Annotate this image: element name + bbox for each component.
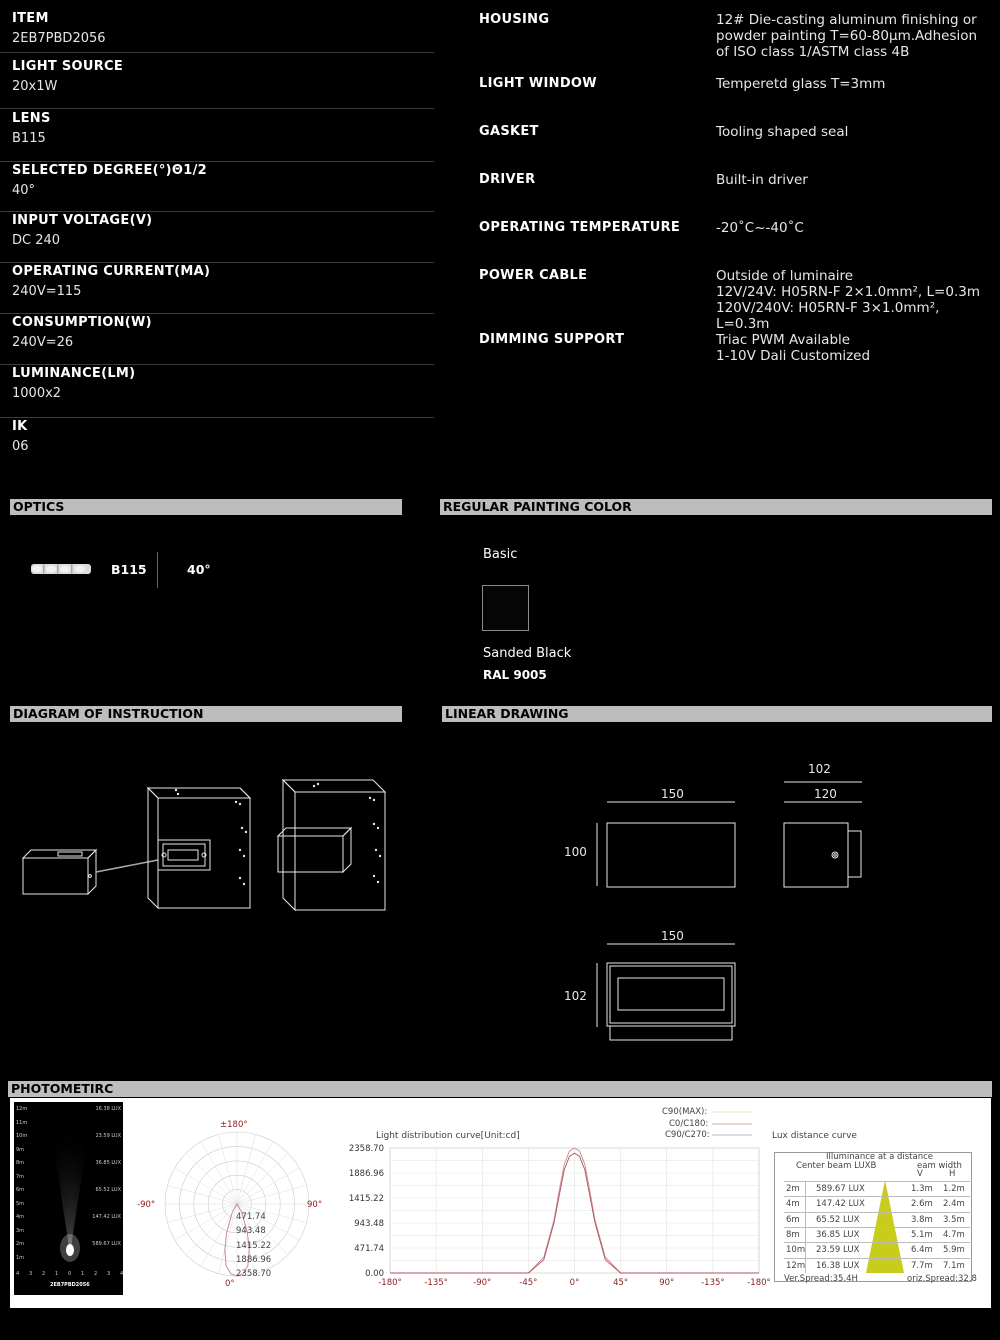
distance-label: 12m — [16, 1106, 28, 1112]
distance-label: 1m — [16, 1254, 25, 1261]
bottom-width-dim: 150 — [661, 929, 684, 943]
legend-c0: C0/C180: — [669, 1119, 709, 1129]
lux-col-v: V — [917, 1169, 923, 1179]
spec-value: Tooling shaped seal — [716, 124, 849, 140]
spec-label: ITEM — [12, 11, 49, 26]
polar-ring-label: 943.48 — [236, 1226, 266, 1236]
lens-icon — [30, 563, 92, 575]
lux-cell-h: 3.5m — [943, 1214, 965, 1225]
legend-c90max: C90(MAX): — [662, 1107, 708, 1117]
spec-label: OPERATING TEMPERATURE — [479, 220, 681, 235]
polar-ring-label: 2358.70 — [236, 1269, 272, 1279]
lux-cell-h: 5.9m — [943, 1245, 965, 1256]
beam-image — [14, 1102, 123, 1295]
spec-label: DRIVER — [479, 172, 536, 187]
lux-cell-lux: 16.38 LUX — [816, 1260, 860, 1271]
x-tick: 4 — [120, 1271, 124, 1277]
lux-cell-v: 1.3m — [911, 1184, 933, 1194]
distance-label: 3m — [16, 1227, 25, 1234]
distance-label: 8m — [16, 1160, 25, 1166]
front-view — [607, 823, 735, 887]
lux-label: 589.67 LUX — [92, 1241, 121, 1247]
spec-value: 240V=26 — [12, 335, 74, 350]
lux-cell-d: 6m — [786, 1214, 800, 1225]
section-instruction: DIAGRAM OF INSTRUCTION — [10, 706, 402, 722]
front-width-dim: 150 — [661, 787, 684, 801]
lux-cell-h: 7.1m — [943, 1260, 965, 1271]
lux-cell-d: 4m — [786, 1199, 800, 1210]
spec-row — [0, 314, 434, 365]
distance-label: 6m — [16, 1187, 25, 1193]
y-tick-label: 2358.70 — [348, 1144, 384, 1154]
lux-heading-3: eam width — [917, 1161, 962, 1171]
section-photometric: PHOTOMETIRC — [8, 1081, 992, 1097]
lux-cell-h: 2.4m — [943, 1199, 965, 1210]
spec-value: Outside of luminaire 12V/24V: H05RN-F 2×1.0mm², L=0.3m 120V/240V: H05RN-F 3×1.0mm², L=0.3m — [716, 268, 980, 332]
lux-cell-d: 12m — [786, 1260, 806, 1271]
x-tick-label: -135° — [424, 1278, 448, 1288]
x-tick-label: -45° — [519, 1278, 538, 1288]
spec-label: LIGHT WINDOW — [479, 76, 597, 91]
side-depth-dim: 120 — [814, 787, 837, 801]
x-tick-label: -180° — [378, 1278, 402, 1288]
spec-value: 2EB7PBD2056 — [12, 31, 106, 46]
y-tick-label: 471.74 — [354, 1244, 384, 1254]
x-tick: 2 — [94, 1271, 98, 1277]
x-tick: 2 — [42, 1271, 46, 1277]
lux-cell-d: 2m — [786, 1184, 800, 1194]
polar-ring-label: 1415.22 — [236, 1241, 272, 1251]
color-name: Sanded Black — [483, 646, 572, 661]
divider — [157, 552, 158, 588]
lux-cell-lux: 65.52 LUX — [816, 1214, 860, 1225]
color-swatch[interactable] — [482, 585, 529, 631]
x-tick: 1 — [55, 1271, 59, 1277]
color-ral-code: RAL 9005 — [483, 668, 547, 682]
polar-bottom-label: 0° — [225, 1279, 235, 1289]
front-height-dim: 100 — [564, 845, 587, 859]
spec-value: 1000x2 — [12, 386, 62, 401]
lux-label: 16.38 LUX — [95, 1106, 121, 1112]
lux-cell-lux: 589.67 LUX — [816, 1184, 865, 1194]
spec-label: OPERATING CURRENT(MA) — [12, 264, 211, 279]
section-linear: LINEAR DRAWING — [442, 706, 992, 722]
beam-item-code: 2EB7PBD2056 — [50, 1282, 90, 1288]
spec-row — [0, 365, 434, 418]
spec-label: DIMMING SUPPORT — [479, 332, 625, 347]
lux-cell-lux: 36.85 LUX — [816, 1229, 860, 1240]
polar-ring-label: 1886.96 — [236, 1255, 272, 1265]
color-group-label: Basic — [483, 547, 518, 562]
hor-spread: oriz.Spread:32.8 — [907, 1274, 977, 1284]
spec-row — [0, 418, 434, 458]
x-tick: 1 — [81, 1271, 85, 1277]
distance-label: 4m — [16, 1214, 25, 1220]
lux-cell-h: 4.7m — [943, 1229, 965, 1240]
lens-name: B115 — [111, 562, 147, 577]
linear-drawing — [580, 770, 880, 1050]
x-tick: 3 — [107, 1271, 111, 1277]
x-tick-label: -90° — [473, 1278, 492, 1288]
lux-col-h: H — [949, 1169, 956, 1179]
spec-value: 240V=115 — [12, 284, 82, 299]
luminaire-shape — [23, 850, 96, 894]
spec-value: 12# Die-casting aluminum finishing or powder painting T=60-80μm.Adhesion of ISO class 1/ASTM class 4B — [716, 12, 978, 60]
spec-label: LUMINANCE(LM) — [12, 366, 136, 381]
distance-label: 7m — [16, 1173, 25, 1180]
lux-cell-d: 8m — [786, 1229, 800, 1240]
spec-value: 40° — [12, 183, 36, 198]
lux-title: Lux distance curve — [772, 1131, 857, 1141]
section-painting: REGULAR PAINTING COLOR — [440, 499, 992, 515]
x-tick-label: -135° — [701, 1278, 725, 1288]
polar-ring-label: 471.74 — [236, 1212, 266, 1222]
lux-label: 36.85 LUX — [95, 1160, 121, 1166]
lux-heading-1: Illuminance at a distance — [826, 1152, 934, 1162]
lux-cell-v: 3.8m — [911, 1214, 933, 1225]
distance-label: 9m — [16, 1146, 25, 1153]
spec-label: SELECTED DEGREE(°)Θ1/2 — [12, 163, 207, 178]
lux-cell-h: 1.2m — [943, 1184, 965, 1194]
x-tick: 0 — [68, 1271, 72, 1277]
lux-col-divider — [805, 1181, 806, 1273]
spec-value: DC 240 — [12, 233, 61, 248]
spec-value: -20˚C~-40˚C — [716, 220, 804, 236]
spec-row — [0, 58, 434, 109]
y-tick-label: 0.00 — [365, 1269, 384, 1279]
spec-label: CONSUMPTION(W) — [12, 315, 152, 330]
x-tick-label: 0° — [569, 1278, 580, 1288]
x-tick: 3 — [29, 1271, 33, 1277]
spec-value: Temperetd glass T=3mm — [716, 76, 886, 92]
spec-value: 20x1W — [12, 79, 58, 94]
spec-label: LIGHT SOURCE — [12, 59, 124, 74]
spec-row — [0, 110, 434, 162]
spec-row — [0, 10, 434, 53]
spec-label: INPUT VOLTAGE(V) — [12, 213, 153, 228]
instruction-diagram — [18, 770, 398, 915]
lux-heading-2: Center beam LUXB — [796, 1161, 877, 1171]
spec-value: Built-in driver — [716, 172, 808, 188]
spec-label: IK — [12, 419, 28, 434]
bottom-depth-dim: 102 — [564, 989, 587, 1003]
distance-label: 5m — [16, 1200, 25, 1207]
photometric-panel — [10, 1098, 991, 1308]
lens-degree: 40° — [187, 562, 211, 577]
lux-cell-lux: 147.42 LUX — [816, 1199, 865, 1210]
polar-left-label: -90° — [137, 1200, 156, 1210]
spec-value: Triac PWM Available 1-10V Dali Customized — [716, 332, 871, 364]
ver-spread: Ver.Spread:35.4H — [784, 1274, 858, 1284]
spec-row — [0, 263, 434, 314]
mounted-wall-shape — [278, 780, 385, 910]
distance-label: 11m — [16, 1119, 28, 1126]
distance-label: 2m — [16, 1241, 25, 1247]
chart-title: Light distribution curve[Unit:cd] — [376, 1131, 520, 1141]
x-tick-label: 45° — [613, 1278, 629, 1288]
x-tick: 4 — [16, 1271, 20, 1277]
spec-row — [0, 162, 434, 212]
lux-label: 147.42 LUX — [92, 1214, 121, 1220]
spec-row — [0, 212, 434, 263]
spec-value: 06 — [12, 439, 29, 454]
lux-cell-v: 2.6m — [911, 1199, 933, 1210]
lux-cell-lux: 23.59 LUX — [816, 1245, 860, 1256]
y-tick-label: 943.48 — [354, 1219, 384, 1229]
lux-cell-v: 7.7m — [911, 1260, 933, 1271]
polar-top-label: ±180° — [220, 1120, 248, 1130]
polar-right-label: 90° — [307, 1200, 323, 1210]
lux-cell-v: 5.1m — [911, 1229, 933, 1240]
y-tick-label: 1886.96 — [348, 1169, 384, 1179]
beam-glow — [14, 1102, 123, 1295]
legend-c90-270: C90/C270: — [665, 1130, 710, 1140]
distance-label: 10m — [16, 1133, 28, 1139]
mounting-bracket — [158, 840, 210, 870]
y-tick-label: 1415.22 — [348, 1194, 384, 1204]
lux-label: 65.52 LUX — [95, 1187, 121, 1193]
legend-lines — [712, 1110, 752, 1136]
x-tick-label: 90° — [659, 1278, 675, 1288]
x-tick-label: -180° — [747, 1278, 771, 1288]
bottom-view — [607, 963, 735, 1026]
spec-label: POWER CABLE — [479, 268, 588, 283]
lux-cell-v: 6.4m — [911, 1245, 933, 1256]
lux-label: 23.59 LUX — [95, 1133, 121, 1139]
spec-value: B115 — [12, 131, 46, 146]
lux-cell-d: 10m — [786, 1245, 806, 1256]
section-optics: OPTICS — [10, 499, 402, 515]
spec-label: GASKET — [479, 124, 539, 139]
side-total-dim: 102 — [808, 762, 831, 776]
spec-label: HOUSING — [479, 12, 550, 27]
distribution-chart — [330, 1138, 771, 1296]
spec-label: LENS — [12, 111, 51, 126]
